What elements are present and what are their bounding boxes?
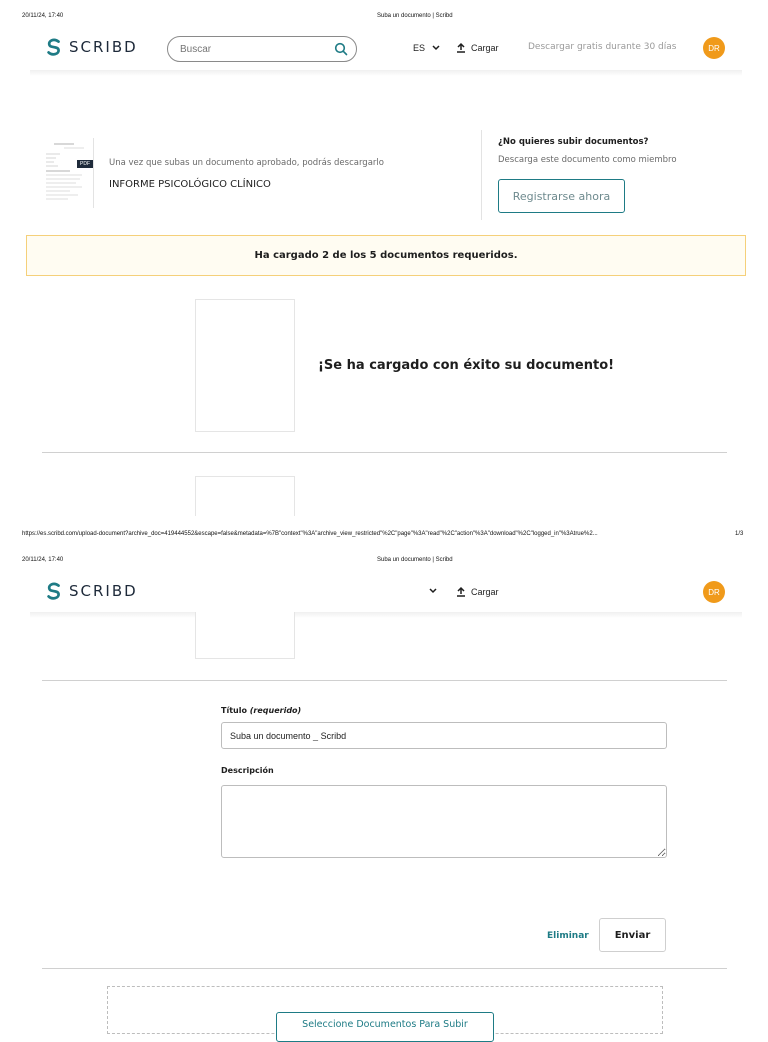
language-selector[interactable] — [413, 43, 441, 53]
success-message: ¡Se ha cargado con éxito su documento! — [318, 358, 615, 373]
user-avatar[interactable]: DR — [703, 37, 725, 59]
header-shadow-2 — [30, 612, 742, 618]
chevron-down-icon — [431, 44, 441, 52]
search-icon[interactable] — [334, 42, 348, 56]
upload-label-2: Cargar — [471, 586, 499, 597]
scribd-logo-icon — [45, 38, 63, 56]
scribd-logo-2[interactable] — [45, 582, 138, 600]
upload-info-text: Una vez que subas un documento aprobado, podrás descargarlo — [109, 158, 384, 168]
logo-text-2: SCRIBD — [69, 582, 138, 600]
print-page-title-2: Suba un documento | Scribd — [377, 557, 453, 563]
header-shadow — [30, 70, 742, 76]
search-input[interactable] — [180, 44, 320, 55]
select-documents-button[interactable]: Seleccione Documentos Para Subir — [276, 1012, 494, 1042]
print-url: https://es.scribd.com/upload-document?archive_doc=419444552&escape=false&metadata=%7B"context"%3A"archive_view_restricted"%2C"page"%3A"read"%2C"action"%3A"download"%2C"logged_in"%3Atrue%2... — [22, 531, 598, 537]
scribd-logo-icon — [45, 582, 63, 600]
free-trial-link[interactable]: Descargar gratis durante 30 días — [528, 42, 677, 52]
scribd-logo[interactable] — [45, 38, 138, 56]
delete-link[interactable]: Eliminar — [547, 931, 589, 941]
print-datetime-2: 20/11/24, 17:40 — [22, 557, 64, 563]
side-panel-subtitle: Descarga este documento como miembro — [498, 155, 677, 165]
document-thumbnail — [40, 138, 94, 208]
chevron-down-icon — [428, 587, 438, 595]
submit-button[interactable]: Enviar — [599, 918, 666, 952]
document-preview-icon — [40, 138, 92, 208]
section-divider — [42, 452, 727, 453]
title-input[interactable] — [221, 722, 667, 749]
next-document-thumbnail-top — [195, 476, 295, 516]
upload-icon — [456, 42, 466, 53]
description-textarea[interactable] — [221, 785, 667, 858]
print-page-title: Suba un documento | Scribd — [377, 13, 453, 19]
language-selector-2[interactable] — [428, 587, 438, 595]
upload-icon — [456, 586, 466, 597]
title-field-label: Título (requerido) — [221, 706, 302, 715]
register-button[interactable]: Registrarse ahora — [498, 179, 625, 213]
logo-text: SCRIBD — [69, 38, 138, 56]
print-datetime: 20/11/24, 17:40 — [22, 13, 64, 19]
print-page-number: 1/3 — [735, 531, 744, 537]
section-divider-2 — [42, 680, 727, 681]
next-document-thumbnail-bottom — [195, 612, 295, 659]
pdf-badge: PDF — [77, 160, 93, 168]
upload-label: Cargar — [471, 42, 499, 53]
user-avatar-2[interactable]: DR — [703, 581, 725, 603]
description-field-label: Descripción — [221, 766, 274, 775]
document-title: INFORME PSICOLÓGICO CLÍNICO — [109, 179, 271, 190]
search-bar[interactable] — [167, 36, 357, 62]
language-label: ES — [413, 43, 426, 53]
uploaded-document-thumbnail — [195, 299, 295, 432]
upload-progress-banner: Ha cargado 2 de los 5 documentos requeridos. — [26, 235, 746, 276]
panel-divider — [481, 130, 482, 220]
side-panel-question: ¿No quieres subir documentos? — [498, 137, 649, 147]
upload-link-2[interactable] — [456, 586, 499, 597]
section-divider-3 — [42, 968, 727, 969]
upload-link[interactable] — [456, 42, 499, 53]
